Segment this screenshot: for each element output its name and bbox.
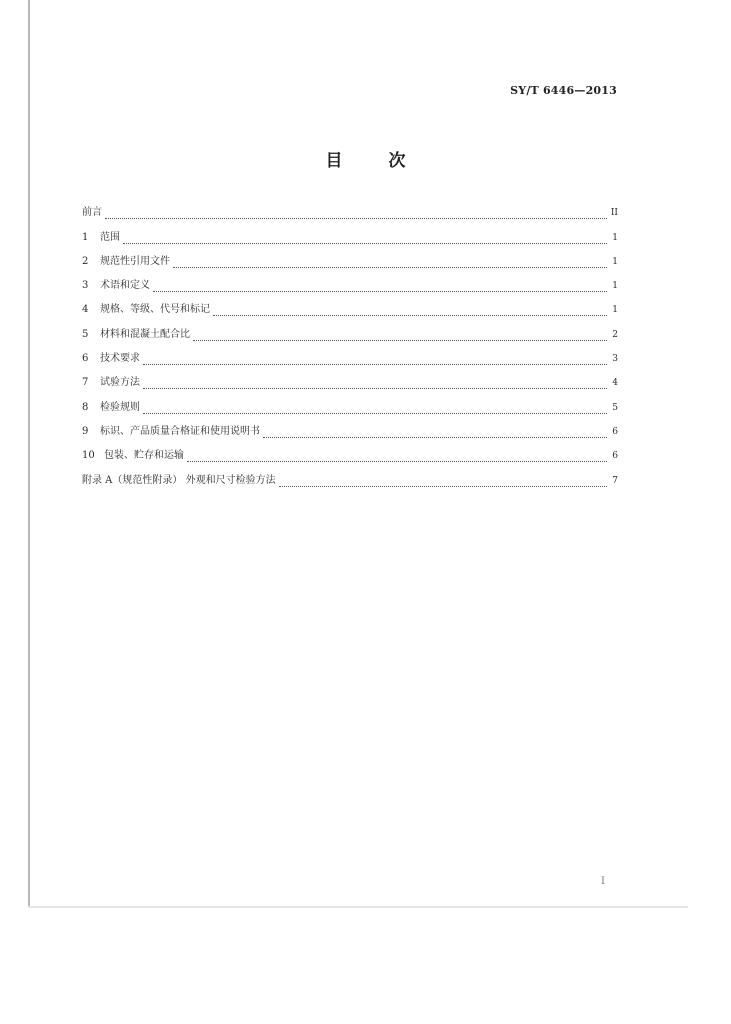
toc-number: 9 (82, 425, 89, 437)
toc-page: 1 (612, 232, 618, 243)
toc-entry-appendix-a[interactable] (82, 468, 618, 492)
toc-page: 5 (612, 402, 618, 413)
toc-label: 检验规则 (100, 401, 140, 413)
toc-page: 1 (612, 256, 618, 267)
toc-leader (105, 217, 607, 219)
toc-label: 包装、贮存和运输 (104, 450, 184, 462)
toc-label: 术语和定义 (100, 280, 150, 292)
toc-leader (143, 363, 607, 365)
toc-number: 3 (82, 280, 89, 292)
toc-entry-10[interactable] (82, 444, 618, 468)
toc-entry-3[interactable] (82, 274, 618, 298)
toc-number: 5 (82, 328, 89, 340)
toc-leader (123, 242, 607, 244)
scan-bottom-line (28, 906, 688, 908)
toc-leader (213, 314, 607, 316)
toc-number: 10 (82, 450, 95, 462)
toc-label: 技术要求 (100, 353, 140, 365)
toc-entry-4[interactable] (82, 298, 618, 322)
toc-leader (153, 290, 607, 292)
toc-page: 7 (612, 475, 618, 486)
toc-leader (263, 436, 607, 438)
toc-leader (187, 460, 607, 462)
toc-label: 规范性引用文件 (100, 255, 170, 267)
table-of-contents (82, 201, 618, 493)
toc-entry-6[interactable] (82, 347, 618, 371)
toc-entry-8[interactable] (82, 395, 618, 419)
toc-label: 附录 A（规范性附录） 外观和尺寸检验方法 (82, 474, 276, 486)
toc-label: 范围 (100, 231, 120, 243)
scan-edge-line (28, 0, 30, 908)
toc-label: 前言 (82, 207, 102, 219)
toc-label: 材料和混凝土配合比 (100, 328, 190, 340)
toc-number: 4 (82, 304, 89, 316)
toc-page: 1 (612, 281, 618, 292)
toc-number: 8 (82, 401, 89, 413)
toc-leader (143, 387, 607, 389)
toc-page: 6 (612, 426, 618, 437)
toc-page: 4 (612, 378, 618, 389)
toc-entry-5[interactable] (82, 322, 618, 346)
toc-number: 7 (82, 377, 89, 389)
toc-page: 1 (612, 305, 618, 316)
toc-page: 6 (612, 451, 618, 462)
title-char-1: 目 (325, 151, 343, 171)
title-char-2: 次 (388, 151, 406, 171)
toc-label: 标识、产品质量合格证和使用说明书 (100, 425, 260, 437)
toc-entry-1[interactable] (82, 225, 618, 249)
toc-number: 2 (82, 255, 89, 267)
toc-label: 规格、等级、代号和标记 (100, 304, 210, 316)
toc-label: 试验方法 (100, 377, 140, 389)
toc-entry-9[interactable] (82, 420, 618, 444)
page-number: I (601, 876, 605, 887)
toc-leader (193, 339, 607, 341)
page-title (0, 146, 731, 171)
toc-page: 2 (612, 329, 618, 340)
toc-number: 1 (82, 231, 89, 243)
toc-leader (143, 412, 607, 414)
toc-leader (279, 485, 607, 487)
toc-number: 6 (82, 353, 89, 365)
toc-leader (173, 266, 607, 268)
toc-entry-7[interactable] (82, 371, 618, 395)
toc-entry-2[interactable] (82, 250, 618, 274)
toc-entry-foreword[interactable] (82, 201, 618, 225)
toc-page: 3 (612, 354, 618, 365)
toc-page: II (610, 208, 618, 219)
standard-code: SY/T 6446—2013 (510, 84, 617, 97)
